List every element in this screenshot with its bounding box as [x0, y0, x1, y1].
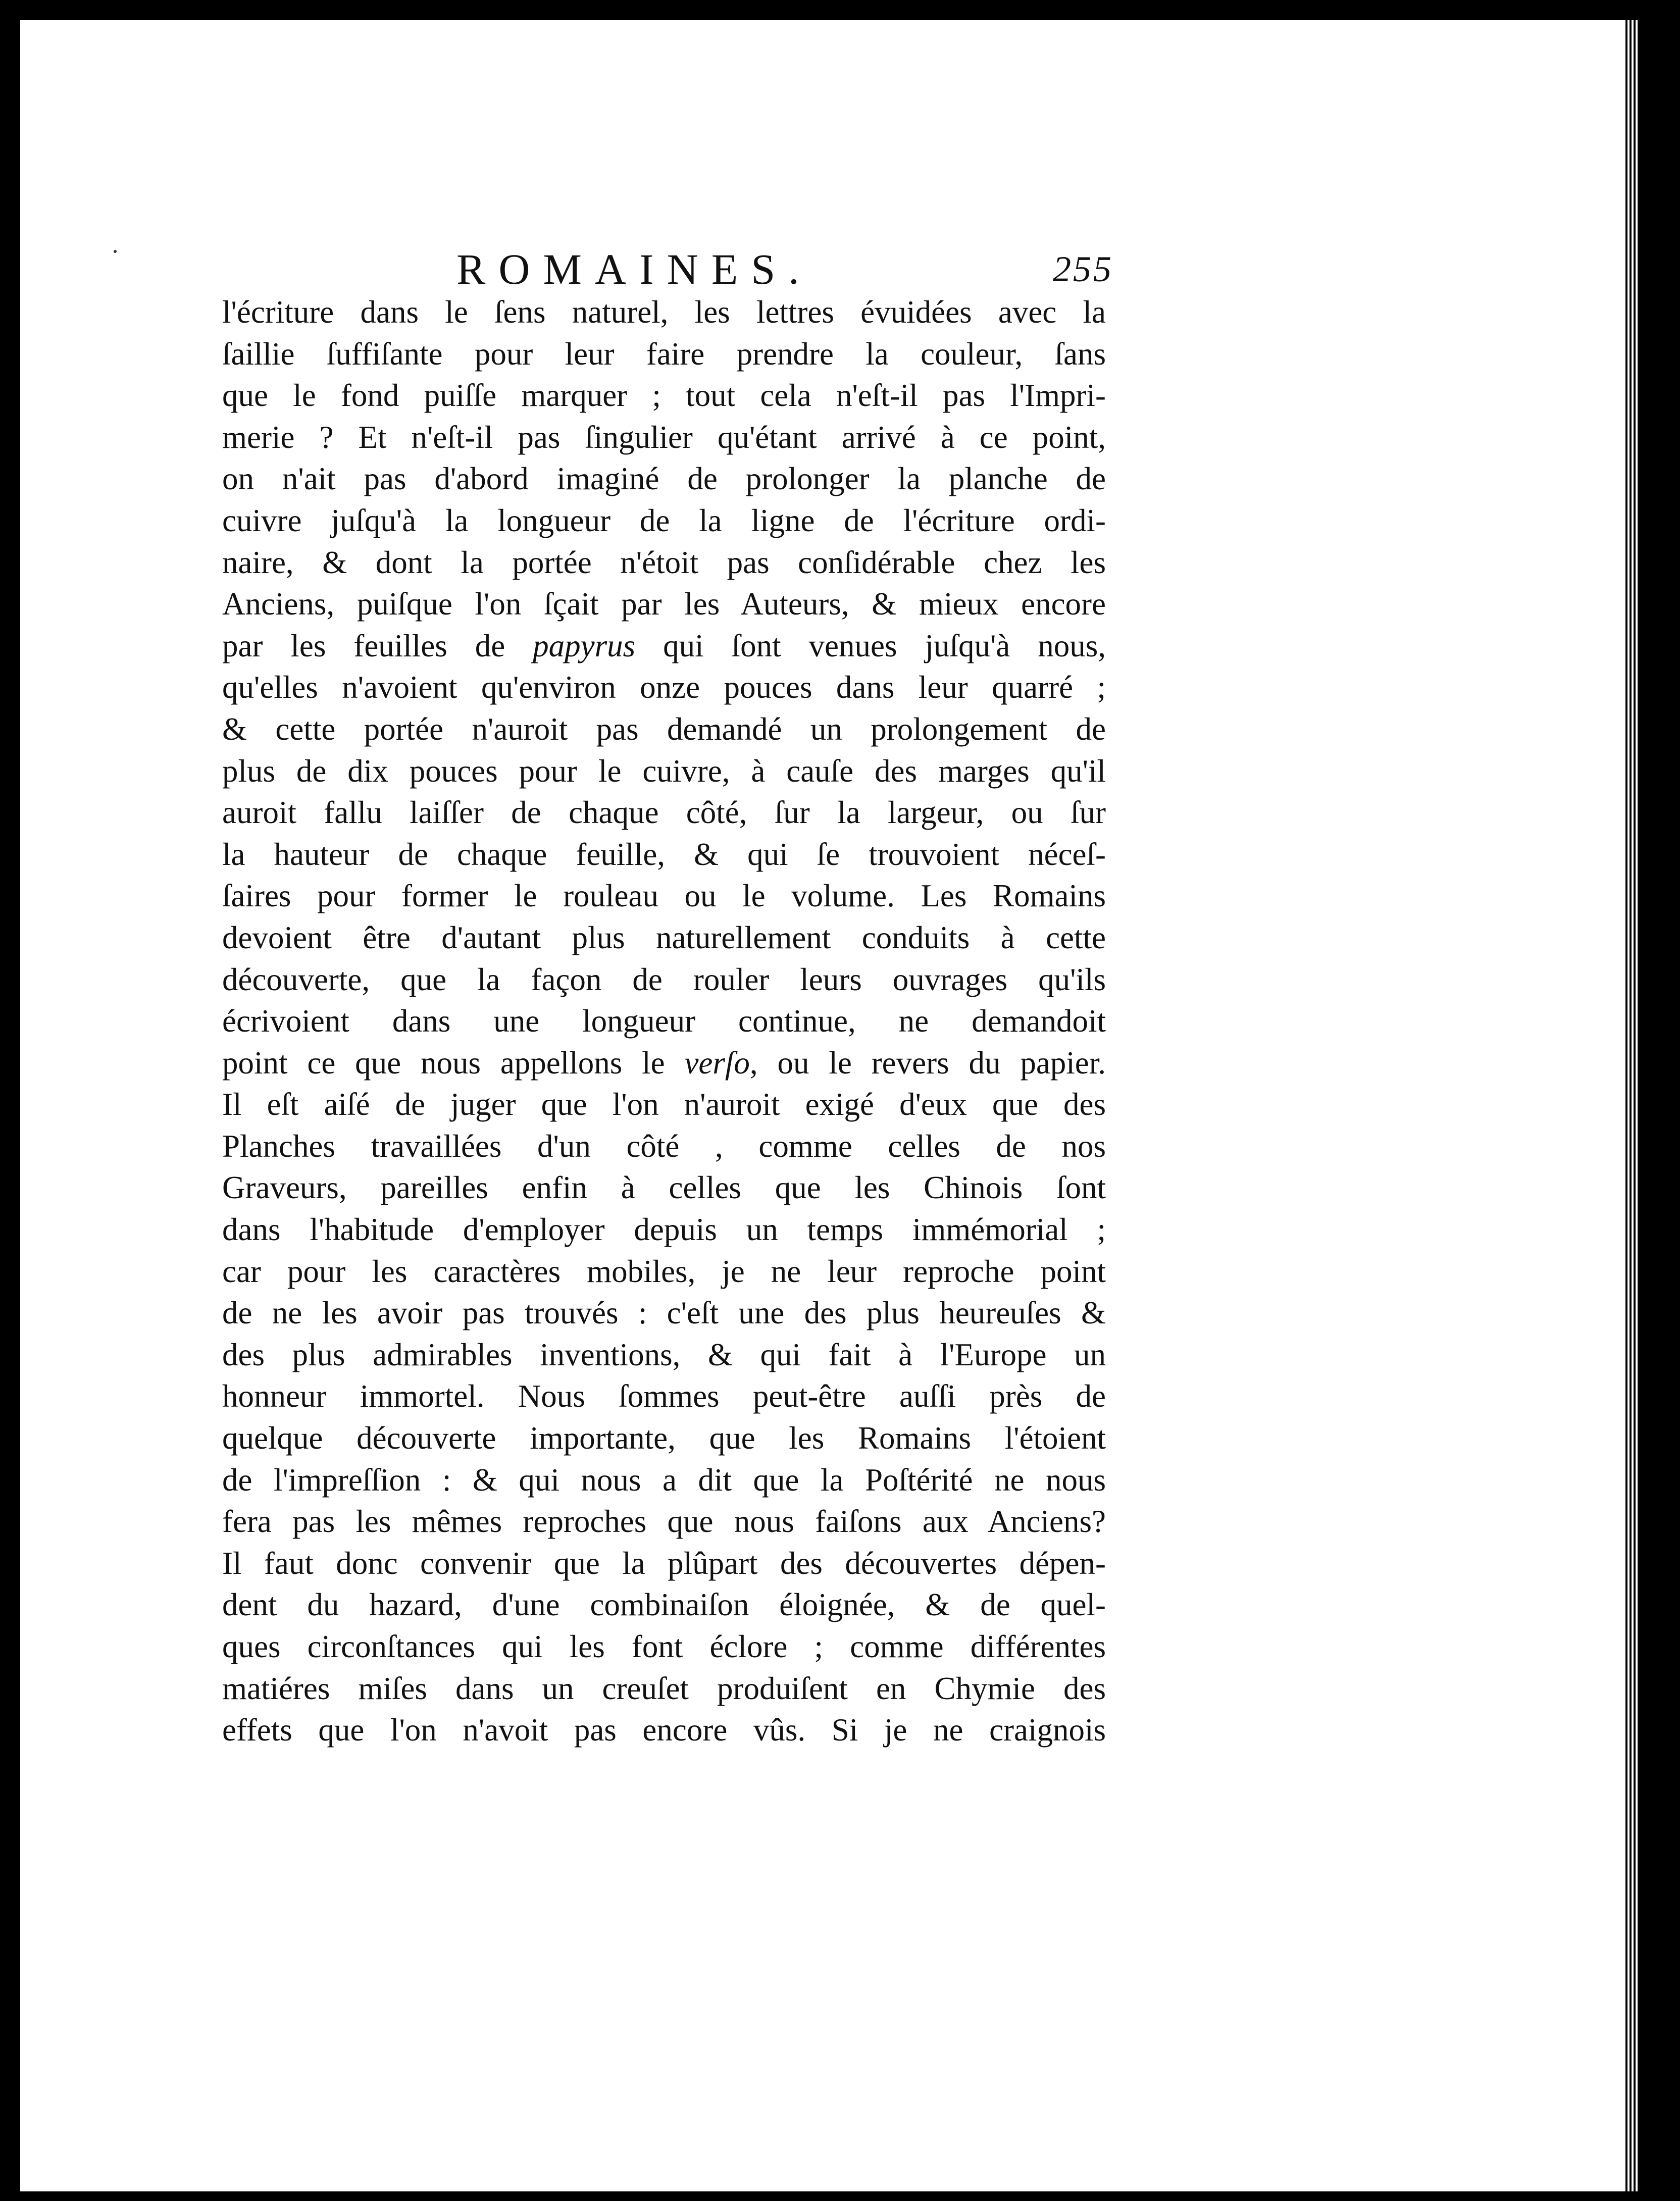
text-line: Graveurs, pareilles enfin à celles que les Chinois ſont	[222, 1170, 1106, 1206]
text-line: & cette portée n'auroit pas demandé un prolongement de	[222, 711, 1106, 747]
text-line: que le fond puiſſe marquer ; tout cela n'eſt-il pas l'Impri-	[222, 378, 1106, 414]
page-number: 255	[1053, 249, 1113, 289]
text-line: découverte, que la façon de rouler leurs ouvrages qu'ils	[222, 961, 1106, 997]
page-edge-stripes	[1623, 20, 1639, 2191]
text-line: devoient être d'autant plus naturellement conduits à cette	[222, 919, 1106, 955]
text-line: merie ? Et n'eſt-il pas ſingulier qu'étant arrivé à ce point,	[222, 419, 1106, 455]
text-line: dent du hazard, d'une combinaiſon éloignée, & de quel-	[222, 1587, 1106, 1623]
body-text	[222, 291, 1106, 1751]
text-line: des plus admirables inventions, & qui fait à l'Europe un	[222, 1337, 1106, 1372]
text-line: Il eſt aiſé de juger que l'on n'auroit exigé d'eux que des	[222, 1087, 1106, 1122]
text-line: Il faut donc convenir que la plûpart des découvertes dépen-	[222, 1545, 1106, 1581]
text-line: par les feuilles de papyrus qui ſont venues juſqu'à nous,	[222, 628, 1106, 663]
text-line: plus de dix pouces pour le cuivre, à cauſe des marges qu'il	[222, 753, 1106, 789]
text-line: auroit fallu laiſſer de chaque côté, ſur la largeur, ou ſur	[222, 795, 1106, 831]
text-line: point ce que nous appellons le verſo, ou le revers du papier.	[222, 1045, 1106, 1081]
text-line: qu'elles n'avoient qu'environ onze pouces dans leur quarré ;	[222, 670, 1106, 705]
text-line: matiéres miſes dans un creuſet produiſent en Chymie des	[222, 1670, 1106, 1706]
text-line: naire, & dont la portée n'étoit pas conſidérable chez les	[222, 544, 1106, 580]
italic-word: papyrus	[533, 628, 636, 663]
text-line: écrivoient dans une longueur continue, ne demandoit	[222, 1003, 1106, 1039]
text-line: quelque découverte importante, que les Romains l'étoient	[222, 1420, 1106, 1456]
running-head-title: ROMAINES.	[456, 245, 812, 293]
text-line: Planches travaillées d'un côté , comme celles de nos	[222, 1128, 1106, 1164]
text-line: on n'ait pas d'abord imaginé de prolonger la planche de	[222, 461, 1106, 497]
text-line: car pour les caractères mobiles, je ne leur reproche point	[222, 1253, 1106, 1289]
text-line: l'écriture dans le ſens naturel, les lettres évuidées avec la	[222, 294, 1106, 330]
text-line: Anciens, puiſque l'on ſçait par les Auteurs, & mieux encore	[222, 586, 1106, 622]
text-line: ſaires pour former le rouleau ou le volume. Les Romains	[222, 878, 1106, 914]
italic-word: verſo	[684, 1045, 750, 1081]
text-line: fera pas les mêmes reproches que nous faiſons aux Anciens?	[222, 1504, 1106, 1540]
text-line: dans l'habitude d'employer depuis un temps immémorial ;	[222, 1212, 1106, 1248]
text-line: de l'impreſſion : & qui nous a dit que la Poſtérité ne nous	[222, 1462, 1106, 1498]
text-line: de ne les avoir pas trouvés : c'eſt une des plus heureuſes &	[222, 1295, 1106, 1331]
text-line: ſaillie ſuffiſante pour leur faire prendre la couleur, ſans	[222, 336, 1106, 372]
text-line: honneur immortel. Nous ſommes peut-être auſſi près de	[222, 1378, 1106, 1414]
running-head	[0, 241, 1680, 297]
text-line: ques circonſtances qui les font éclore ; comme différentes	[222, 1629, 1106, 1664]
text-line: la hauteur de chaque feuille, & qui ſe trouvoient néceſ-	[222, 836, 1106, 872]
text-line: cuivre juſqu'à la longueur de la ligne de l'écriture ordi-	[222, 502, 1106, 538]
text-line: effets que l'on n'avoit pas encore vûs. Si je ne craignois	[222, 1712, 1106, 1748]
